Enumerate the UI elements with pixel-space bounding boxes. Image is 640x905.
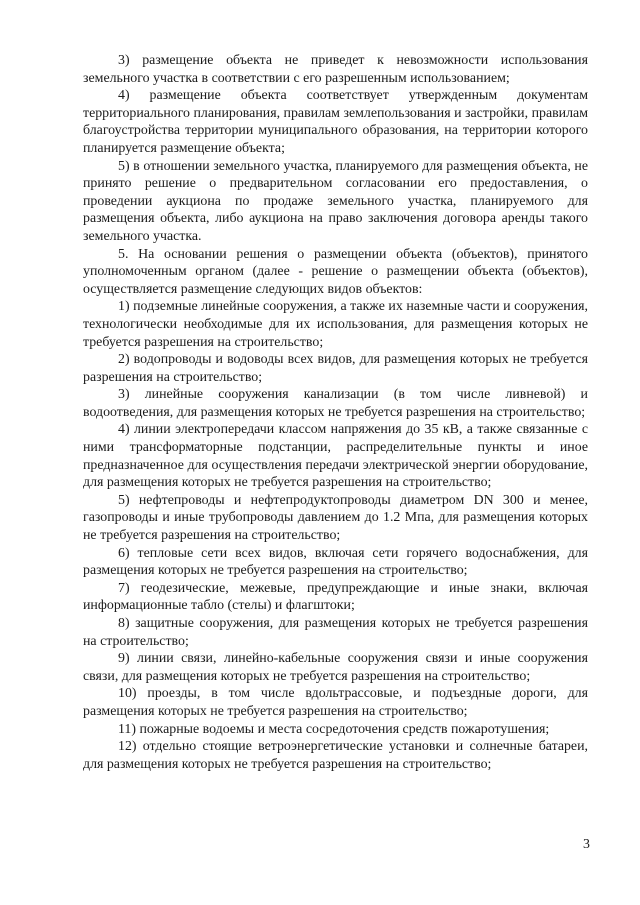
list-item-6: 6) тепловые сети всех видов, включая сети горячего водоснабжения, для размещения которых не требуется разрешения на строительство;: [83, 545, 588, 579]
paragraph-section-5: 5. На основании решения о размещении объекта (объектов), принятого уполномоченным органом (далее - решение о размещении объекта (объектов), осуществляется размещение следующих видов объектов:: [83, 246, 588, 297]
list-item-3: 3) линейные сооружения канализации (в том числе ливневой) и водоотведения, для размещения которых не требуется разрешения на строительство;: [83, 387, 588, 420]
list-item-5: 5) нефтепроводы и нефтепродуктопроводы диаметром DN 300 и менее, газопроводы и иные трубопроводы давлением до 1.2 Мпа, для размещения которых не требуется разрешения на строительство;: [83, 492, 588, 544]
list-item-1: 1) подземные линейные сооружения, а также их наземные части и сооружения, технологически необходимые для их использования, для размещения которых не требуется разрешения на строительство;: [83, 299, 588, 350]
list-item-2: 2) водопроводы и водоводы всех видов, для размещения которых не требуется разрешения на строительство;: [83, 352, 588, 385]
list-item-7: 7) геодезические, межевые, предупреждающие и иные знаки, включая информационные табло (стелы) и флагштоки;: [83, 580, 588, 614]
document-body: [83, 52, 588, 773]
list-item-9: 9) линии связи, линейно-кабельные сооружения связи и иные сооружения связи, для размещения которых не требуется разрешения на строительство;: [83, 651, 588, 684]
paragraph-item-4-condition: 4) размещение объекта соответствует утвержденным документам территориального планирования, правилам землепользования и застройки, правилам благоустройства территории муниципального образования, на территории которого планируется размещение объекта;: [83, 88, 588, 156]
list-item-10: 10) проезды, в том числе вдольтрассовые, и подъездные дороги, для размещения которых не требуется разрешения на строительство;: [83, 686, 588, 719]
list-item-8: 8) защитные сооружения, для размещения которых не требуется разрешения на строительство;: [83, 616, 588, 649]
paragraph-item-5-condition: 5) в отношении земельного участка, планируемого для размещения объекта, не принято решение о предварительном согласовании его предоставления, о проведении аукциона по продаже земельного участка, планируемого для размещения объекта, либо аукциона на право заключения договора аренды такого земельного участка.: [83, 158, 588, 244]
list-item-4: 4) линии электропередачи классом напряжения до 35 кВ, а также связанные с ними трансформаторные подстанции, распределительные пункты и иное предназначенное для осуществления передачи электрической энергии оборудование, для размещения которых не требуется разрешения на строительство;: [83, 422, 588, 491]
list-item-11: 11) пожарные водоемы и места сосредоточения средств пожаротушения;: [118, 721, 550, 737]
list-item-12: 12) отдельно стоящие ветроэнергетические установки и солнечные батареи, для размещения которых не требуется разрешения на строительство;: [83, 739, 588, 772]
paragraph-item-3-condition: 3) размещение объекта не приведет к невозможности использования земельного участка в соответствии с его разрешенным использованием;: [83, 53, 588, 86]
page-number: 3: [583, 837, 590, 852]
